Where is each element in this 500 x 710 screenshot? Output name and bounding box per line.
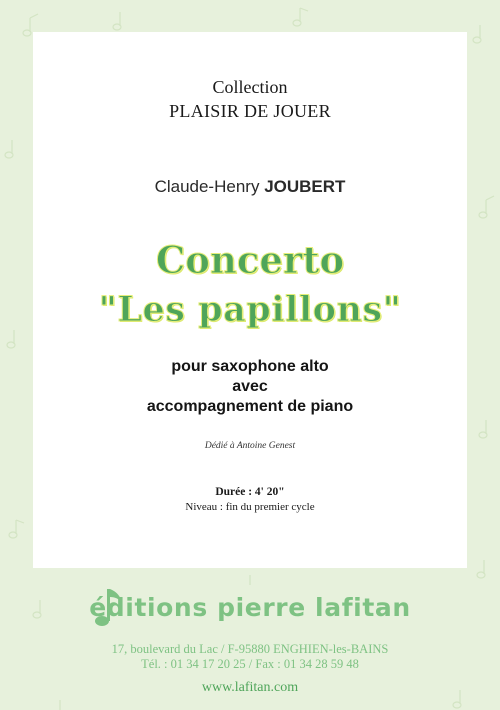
publisher-phone-fax: Tél. : 01 34 17 20 25 / Fax : 01 34 28 59 48 — [141, 657, 359, 671]
duration: Durée : 4' 20" — [215, 486, 285, 498]
composer-name — [0, 177, 500, 197]
instrumentation-line-3: accompagnement de piano — [146, 398, 354, 415]
instrumentation-line-2: avec — [232, 378, 268, 395]
dedication: Dédié à Antoine Genest — [204, 441, 296, 451]
publisher-website: www.lafitan.com — [201, 680, 299, 695]
level: Niveau : fin du premier cycle — [185, 501, 315, 513]
instrumentation-line-1: pour saxophone alto — [171, 358, 329, 375]
composer-first-name: Claude-Henry — [154, 177, 260, 196]
publisher-address: 17, boulevard du Lac / F-95880 ENGHIEN-les-BAINS — [111, 642, 389, 656]
publisher-name: éditions pierre lafitan — [89, 593, 411, 622]
composer-last-name: JOUBERT — [264, 177, 346, 196]
collection-name: PLAISIR DE JOUER — [169, 101, 331, 121]
title-line-1: Concerto — [155, 238, 345, 282]
collection-label: Collection — [212, 77, 288, 97]
title-line-2: "Les papillons" — [98, 289, 402, 330]
